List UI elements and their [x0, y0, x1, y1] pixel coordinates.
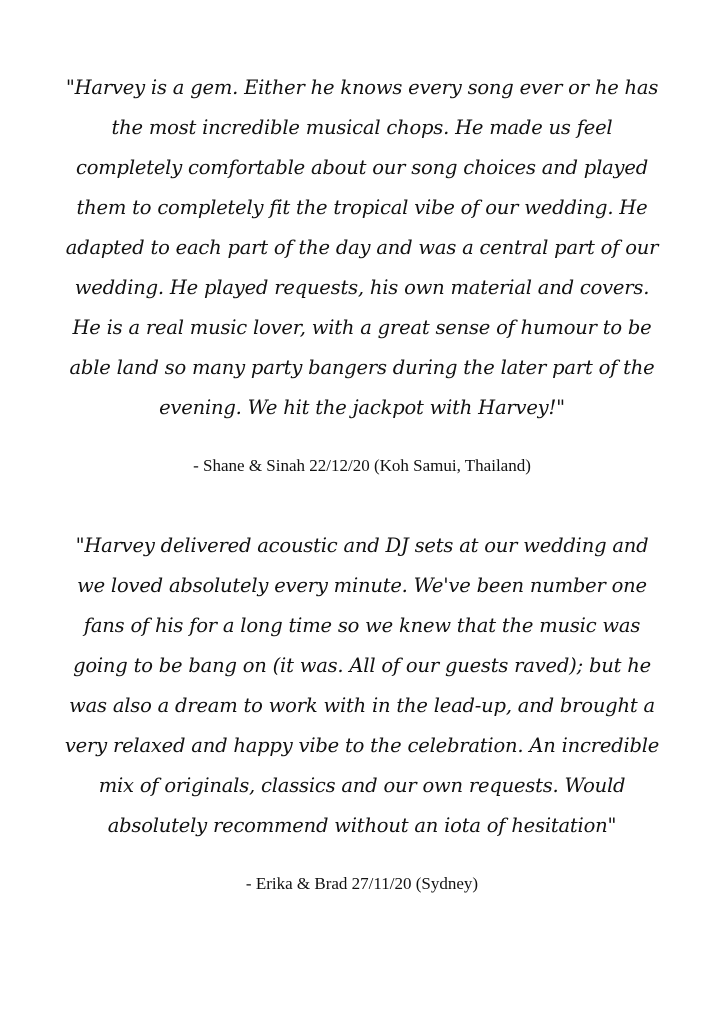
testimonial-attribution: - Erika & Brad 27/11/20 (Sydney)	[245, 874, 479, 893]
testimonial-2	[62, 526, 662, 894]
testimonial-quote: "Harvey is a gem. Either he knows every song ever or he has the most incredible musical chops. He made us feel completely comfortable about our song choices and played them to completely fit the tropical vibe of our wedding. He adapted to each part of the day and was a central part of our wedding. He played requests, his own material and covers. He is a real music lover, with a great sense of humour to be able land so many party bangers during the later part of the evening. We hit the jackpot with Harvey!"	[65, 76, 659, 419]
testimonial-quote: "Harvey delivered acoustic and DJ sets at our wedding and we loved absolutely every minute. We've been number one fans of his for a long time so we knew that the music was going to be bang on (it was. All of our guests raved); but he was also a dream to work with in the lead-up, and brought a very relaxed and happy vibe to the celebration. An incredible mix of originals, classics and our own requests. Would absolutely recommend without an iota of hesitation"	[64, 534, 660, 837]
testimonial-attribution: - Shane & Sinah 22/12/20 (Koh Samui, Thailand)	[193, 456, 531, 475]
testimonial-1	[62, 68, 662, 476]
